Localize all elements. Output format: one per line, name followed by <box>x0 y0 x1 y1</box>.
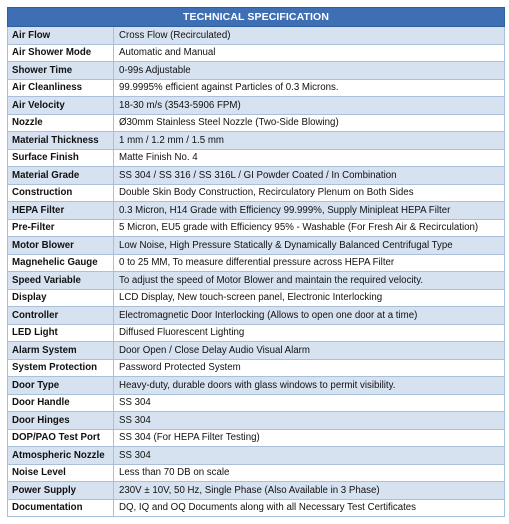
technical-specification-table <box>7 7 505 517</box>
table-row <box>8 149 505 167</box>
spec-value: Door Open / Close Delay Audio Visual Alarm <box>114 342 505 360</box>
table-row <box>8 394 505 412</box>
spec-label: Door Type <box>8 377 114 395</box>
spec-value: 5 Micron, EU5 grade with Efficiency 95% - Washable (For Fresh Air & Recirculation) <box>114 219 505 237</box>
spec-label: LED Light <box>8 324 114 342</box>
table-row <box>8 482 505 500</box>
spec-value: 0 to 25 MM, To measure differential pressure across HEPA Filter <box>114 254 505 272</box>
spec-value: SS 304 (For HEPA Filter Testing) <box>114 429 505 447</box>
spec-value: Low Noise, High Pressure Statically & Dynamically Balanced Centrifugal Type <box>114 237 505 255</box>
table-row <box>8 429 505 447</box>
spec-label: Door Hinges <box>8 412 114 430</box>
spec-label: Nozzle <box>8 114 114 132</box>
spec-value: 0.3 Micron, H14 Grade with Efficiency 99.999%, Supply Minipleat HEPA Filter <box>114 202 505 220</box>
spec-label: System Protection <box>8 359 114 377</box>
spec-label: Air Cleanliness <box>8 79 114 97</box>
spec-value: 1 mm / 1.2 mm / 1.5 mm <box>114 132 505 150</box>
spec-value: Diffused Fluorescent Lighting <box>114 324 505 342</box>
spec-value: Matte Finish No. 4 <box>114 149 505 167</box>
spec-label: Speed Variable <box>8 272 114 290</box>
spec-value: 0-99s Adjustable <box>114 62 505 80</box>
table-row <box>8 27 505 45</box>
table-row <box>8 79 505 97</box>
spec-label: Motor Blower <box>8 237 114 255</box>
spec-label: Pre-Filter <box>8 219 114 237</box>
table-row <box>8 272 505 290</box>
spec-label: Air Shower Mode <box>8 44 114 62</box>
spec-value: LCD Display, New touch-screen panel, Electronic Interlocking <box>114 289 505 307</box>
spec-value: Less than 70 DB on scale <box>114 464 505 482</box>
spec-value: Password Protected System <box>114 359 505 377</box>
table-row <box>8 237 505 255</box>
spec-value: 99.9995% efficient against Particles of 0.3 Microns. <box>114 79 505 97</box>
table-row <box>8 202 505 220</box>
spec-label: Material Thickness <box>8 132 114 150</box>
spec-label: Air Velocity <box>8 97 114 115</box>
spec-label: Door Handle <box>8 394 114 412</box>
spec-label: Material Grade <box>8 167 114 185</box>
table-row <box>8 307 505 325</box>
table-row <box>8 342 505 360</box>
spec-value: Automatic and Manual <box>114 44 505 62</box>
spec-value: SS 304 <box>114 447 505 465</box>
spec-label: Air Flow <box>8 27 114 45</box>
spec-value: Cross Flow (Recirculated) <box>114 27 505 45</box>
spec-label: Power Supply <box>8 482 114 500</box>
spec-label: Alarm System <box>8 342 114 360</box>
spec-value: 230V ± 10V, 50 Hz, Single Phase (Also Available in 3 Phase) <box>114 482 505 500</box>
table-row <box>8 377 505 395</box>
table-row <box>8 184 505 202</box>
table-row <box>8 97 505 115</box>
spec-value: SS 304 <box>114 394 505 412</box>
spec-label: Display <box>8 289 114 307</box>
table-header-row <box>8 8 505 27</box>
spec-label: Atmospheric Nozzle <box>8 447 114 465</box>
table-row <box>8 254 505 272</box>
spec-label: Surface Finish <box>8 149 114 167</box>
spec-value: SS 304 / SS 316 / SS 316L / GI Powder Coated / In Combination <box>114 167 505 185</box>
table-row <box>8 132 505 150</box>
table-row <box>8 62 505 80</box>
spec-label: Controller <box>8 307 114 325</box>
spec-label: Noise Level <box>8 464 114 482</box>
spec-label: Magnehelic Gauge <box>8 254 114 272</box>
spec-table-body <box>8 27 505 517</box>
table-row <box>8 114 505 132</box>
spec-value: Electromagnetic Door Interlocking (Allows to open one door at a time) <box>114 307 505 325</box>
spec-table-container <box>7 7 504 517</box>
table-title: TECHNICAL SPECIFICATION <box>8 8 505 27</box>
spec-value: SS 304 <box>114 412 505 430</box>
spec-label: Shower Time <box>8 62 114 80</box>
spec-value: To adjust the speed of Motor Blower and maintain the required velocity. <box>114 272 505 290</box>
table-row <box>8 359 505 377</box>
table-row <box>8 219 505 237</box>
spec-value: DQ, IQ and OQ Documents along with all Necessary Test Certificates <box>114 499 505 517</box>
table-row <box>8 447 505 465</box>
spec-value: Double Skin Body Construction, Recirculatory Plenum on Both Sides <box>114 184 505 202</box>
spec-value: Heavy-duty, durable doors with glass windows to permit visibility. <box>114 377 505 395</box>
table-row <box>8 464 505 482</box>
spec-value: 18-30 m/s (3543-5906 FPM) <box>114 97 505 115</box>
table-row <box>8 412 505 430</box>
spec-label: DOP/PAO Test Port <box>8 429 114 447</box>
table-row <box>8 499 505 517</box>
spec-label: HEPA Filter <box>8 202 114 220</box>
table-row <box>8 167 505 185</box>
table-row <box>8 289 505 307</box>
spec-value: Ø30mm Stainless Steel Nozzle (Two-Side Blowing) <box>114 114 505 132</box>
spec-label: Construction <box>8 184 114 202</box>
spec-label: Documentation <box>8 499 114 517</box>
table-row <box>8 44 505 62</box>
table-row <box>8 324 505 342</box>
